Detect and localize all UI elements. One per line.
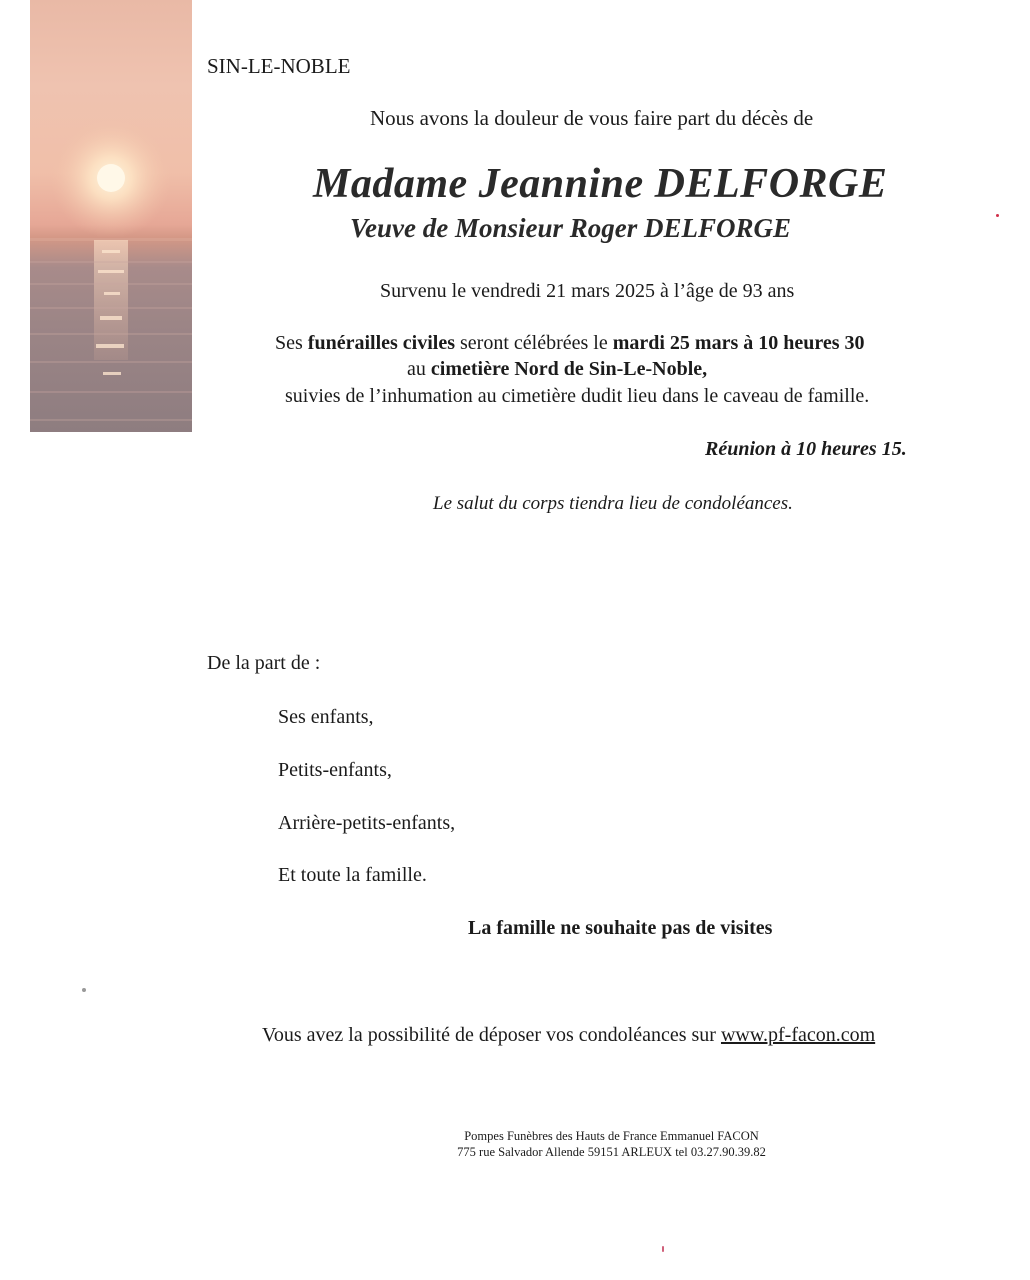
sunset-sea-photo [30, 0, 192, 432]
scan-speck [996, 214, 999, 217]
family-item: Arrière-petits-enfants, [278, 812, 456, 834]
family-item: Petits-enfants, [278, 759, 392, 781]
footer-line-1: Pompes Funèbres des Hauts de France Emmanuel FACON [464, 1129, 759, 1143]
family-item: Ses enfants, [278, 706, 374, 728]
location-heading: SIN-LE-NOBLE [207, 54, 351, 78]
funeral-line-2: au cimetière Nord de Sin-Le-Noble, [407, 358, 708, 380]
online-condolences-text: Vous avez la possibilité de déposer vos condoléances sur [262, 1024, 721, 1046]
scan-speck [82, 988, 86, 992]
death-notice: Survenu le vendredi 21 mars 2025 à l’âge de 93 ans [380, 280, 795, 302]
condolence-note: Le salut du corps tiendra lieu de condoléances. [433, 493, 793, 514]
funeral-line-3: suivies de l’inhumation au cimetière dudit lieu dans le caveau de famille. [285, 385, 870, 407]
condolences-link[interactable]: www.pf-facon.com [720, 1024, 876, 1046]
family-item: Et toute la famille. [278, 864, 427, 886]
widow-of: Veuve de Monsieur Roger DELFORGE [350, 213, 792, 243]
funeral-home-footer [0, 1128, 1030, 1160]
deceased-name: Madame Jeannine DELFORGE [313, 161, 888, 207]
online-condolences [262, 1024, 875, 1047]
meeting-time: Réunion à 10 heures 15. [705, 438, 907, 460]
scan-speck [662, 1246, 664, 1252]
footer-line-2: 775 rue Salvador Allende 59151 ARLEUX tel 03.27.90.39.82 [457, 1145, 766, 1159]
from-label: De la part de : [207, 652, 321, 674]
no-visits-notice: La famille ne souhaite pas de visites [468, 917, 773, 939]
funeral-line-1: Ses funérailles civiles seront célébrées le mardi 25 mars à 10 heures 30 [275, 332, 865, 354]
